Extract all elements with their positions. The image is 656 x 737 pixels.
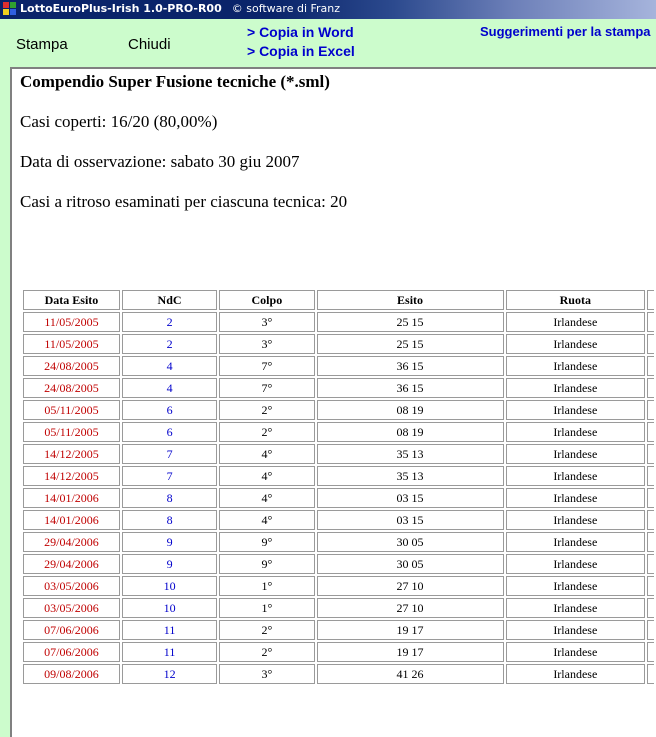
cell-ndc: 12 (122, 664, 217, 684)
report-title: Compendio Super Fusione tecniche (*.sml) (20, 72, 330, 91)
cell-esito: 19 17 (317, 620, 504, 640)
table-row (23, 312, 654, 332)
cases-examined: Casi a ritroso esaminati per ciascuna tecnica: 20 (20, 192, 348, 211)
cell-ndc: 7 (122, 466, 217, 486)
table-row (23, 400, 654, 420)
cell-colpo: 9° (219, 554, 314, 574)
cell-ruota: Irlandese (506, 444, 646, 464)
copy-to-word-link[interactable]: > Copia in Word (247, 24, 354, 40)
cell-esito: 30 05 (317, 532, 504, 552)
cell-esito: 25 15 (317, 334, 504, 354)
cell-data-esito: 03/05/2006 (23, 576, 120, 596)
cell-colpo: 4° (219, 488, 314, 508)
cell-data-esito: 05/11/2005 (23, 400, 120, 420)
cell-ruota: Irlandese (506, 576, 646, 596)
copy-to-excel-link[interactable]: > Copia in Excel (247, 43, 355, 59)
cell-esito: 03 15 (317, 510, 504, 530)
cell-extra (647, 422, 654, 442)
cell-esito: 19 17 (317, 642, 504, 662)
cell-data-esito: 14/12/2005 (23, 444, 120, 464)
cell-ruota: Irlandese (506, 378, 646, 398)
cell-data-esito: 11/05/2005 (23, 312, 120, 332)
table-row (23, 488, 654, 508)
cell-ndc: 10 (122, 576, 217, 596)
cell-extra (647, 466, 654, 486)
table-row (23, 532, 654, 552)
report-panel (10, 67, 656, 737)
app-icon (3, 2, 17, 16)
cell-extra (647, 598, 654, 618)
table-row (23, 422, 654, 442)
cell-esito: 08 19 (317, 422, 504, 442)
cell-esito: 35 13 (317, 444, 504, 464)
covered-cases: Casi coperti: 16/20 (80,00%) (20, 112, 218, 131)
cell-esito: 25 15 (317, 312, 504, 332)
cell-esito: 41 26 (317, 664, 504, 684)
window-title (20, 2, 340, 16)
header-ndc: NdC (122, 290, 217, 310)
table-row (23, 642, 654, 662)
cell-data-esito: 24/08/2005 (23, 378, 120, 398)
cell-colpo: 4° (219, 510, 314, 530)
cell-extra (647, 312, 654, 332)
print-suggestions-link[interactable]: Suggerimenti per la stampa (480, 24, 651, 39)
cell-data-esito: 14/12/2005 (23, 466, 120, 486)
observation-date: Data di osservazione: sabato 30 giu 2007 (20, 152, 300, 171)
header-ruota: Ruota (506, 290, 646, 310)
cell-colpo: 7° (219, 378, 314, 398)
cell-colpo: 2° (219, 620, 314, 640)
cell-colpo: 3° (219, 664, 314, 684)
cell-colpo: 3° (219, 312, 314, 332)
cell-data-esito: 24/08/2005 (23, 356, 120, 376)
table-row (23, 444, 654, 464)
results-table (21, 288, 656, 686)
cell-extra (647, 620, 654, 640)
header-esito: Esito (317, 290, 504, 310)
cell-colpo: 4° (219, 444, 314, 464)
table-row (23, 598, 654, 618)
cell-colpo: 2° (219, 642, 314, 662)
cell-ruota: Irlandese (506, 664, 646, 684)
cell-esito: 30 05 (317, 554, 504, 574)
cell-ruota: Irlandese (506, 510, 646, 530)
cell-extra (647, 642, 654, 662)
table-row (23, 576, 654, 596)
cell-ndc: 10 (122, 598, 217, 618)
cell-esito: 03 15 (317, 488, 504, 508)
cell-extra (647, 400, 654, 420)
cell-colpo: 7° (219, 356, 314, 376)
cell-colpo: 9° (219, 532, 314, 552)
cell-ruota: Irlandese (506, 466, 646, 486)
cell-data-esito: 11/05/2005 (23, 334, 120, 354)
cell-data-esito: 14/01/2006 (23, 510, 120, 530)
cell-extra (647, 488, 654, 508)
cell-colpo: 3° (219, 334, 314, 354)
cell-extra (647, 334, 654, 354)
cell-ruota: Irlandese (506, 642, 646, 662)
cell-ruota: Irlandese (506, 334, 646, 354)
cell-extra (647, 378, 654, 398)
cell-extra (647, 444, 654, 464)
cell-esito: 08 19 (317, 400, 504, 420)
cell-ndc: 11 (122, 642, 217, 662)
cell-data-esito: 05/11/2005 (23, 422, 120, 442)
table-row (23, 466, 654, 486)
header-colpo: Colpo (219, 290, 314, 310)
table-row (23, 554, 654, 574)
cell-ruota: Irlandese (506, 488, 646, 508)
cell-ndc: 6 (122, 400, 217, 420)
toolbar (0, 19, 656, 67)
cell-ruota: Irlandese (506, 312, 646, 332)
title-bar (0, 0, 656, 19)
cell-ndc: 2 (122, 334, 217, 354)
cell-extra (647, 356, 654, 376)
cell-ruota: Irlandese (506, 554, 646, 574)
cell-ruota: Irlandese (506, 422, 646, 442)
cell-ruota: Irlandese (506, 620, 646, 640)
header-data-esito: Data Esito (23, 290, 120, 310)
cell-esito: 35 13 (317, 466, 504, 486)
table-row (23, 378, 654, 398)
table-row (23, 334, 654, 354)
table-row (23, 620, 654, 640)
cell-colpo: 1° (219, 576, 314, 596)
cell-esito: 27 10 (317, 576, 504, 596)
close-button[interactable]: Chiudi (128, 36, 171, 53)
cell-ruota: Irlandese (506, 598, 646, 618)
cell-data-esito: 14/01/2006 (23, 488, 120, 508)
table-body (23, 312, 654, 684)
cell-ndc: 6 (122, 422, 217, 442)
cell-colpo: 2° (219, 422, 314, 442)
cell-data-esito: 07/06/2006 (23, 642, 120, 662)
table-row (23, 664, 654, 684)
cell-extra (647, 554, 654, 574)
table-row (23, 356, 654, 376)
cell-data-esito: 29/04/2006 (23, 532, 120, 552)
cell-extra (647, 510, 654, 530)
cell-ruota: Irlandese (506, 532, 646, 552)
cell-data-esito: 07/06/2006 (23, 620, 120, 640)
cell-ndc: 11 (122, 620, 217, 640)
cell-ndc: 9 (122, 554, 217, 574)
table-row (23, 510, 654, 530)
cell-ndc: 4 (122, 356, 217, 376)
cell-esito: 36 15 (317, 378, 504, 398)
cell-ruota: Irlandese (506, 356, 646, 376)
cell-esito: 27 10 (317, 598, 504, 618)
print-button[interactable]: Stampa (16, 36, 68, 53)
toolbar-left-margin (0, 67, 10, 737)
cell-data-esito: 29/04/2006 (23, 554, 120, 574)
cell-extra (647, 576, 654, 596)
cell-colpo: 4° (219, 466, 314, 486)
cell-data-esito: 03/05/2006 (23, 598, 120, 618)
cell-ndc: 7 (122, 444, 217, 464)
cell-colpo: 2° (219, 400, 314, 420)
cell-ndc: 8 (122, 488, 217, 508)
header-extra (647, 290, 654, 310)
cell-ndc: 8 (122, 510, 217, 530)
copyright-text: © software di Franz (231, 2, 341, 15)
cell-extra (647, 532, 654, 552)
cell-colpo: 1° (219, 598, 314, 618)
cell-data-esito: 09/08/2006 (23, 664, 120, 684)
cell-extra (647, 664, 654, 684)
cell-esito: 36 15 (317, 356, 504, 376)
cell-ndc: 4 (122, 378, 217, 398)
cell-ndc: 2 (122, 312, 217, 332)
cell-ruota: Irlandese (506, 400, 646, 420)
window-title-text: LottoEuroPlus-Irish 1.0-PRO-R00 (20, 2, 222, 15)
cell-ndc: 9 (122, 532, 217, 552)
table-header-row (23, 290, 654, 310)
